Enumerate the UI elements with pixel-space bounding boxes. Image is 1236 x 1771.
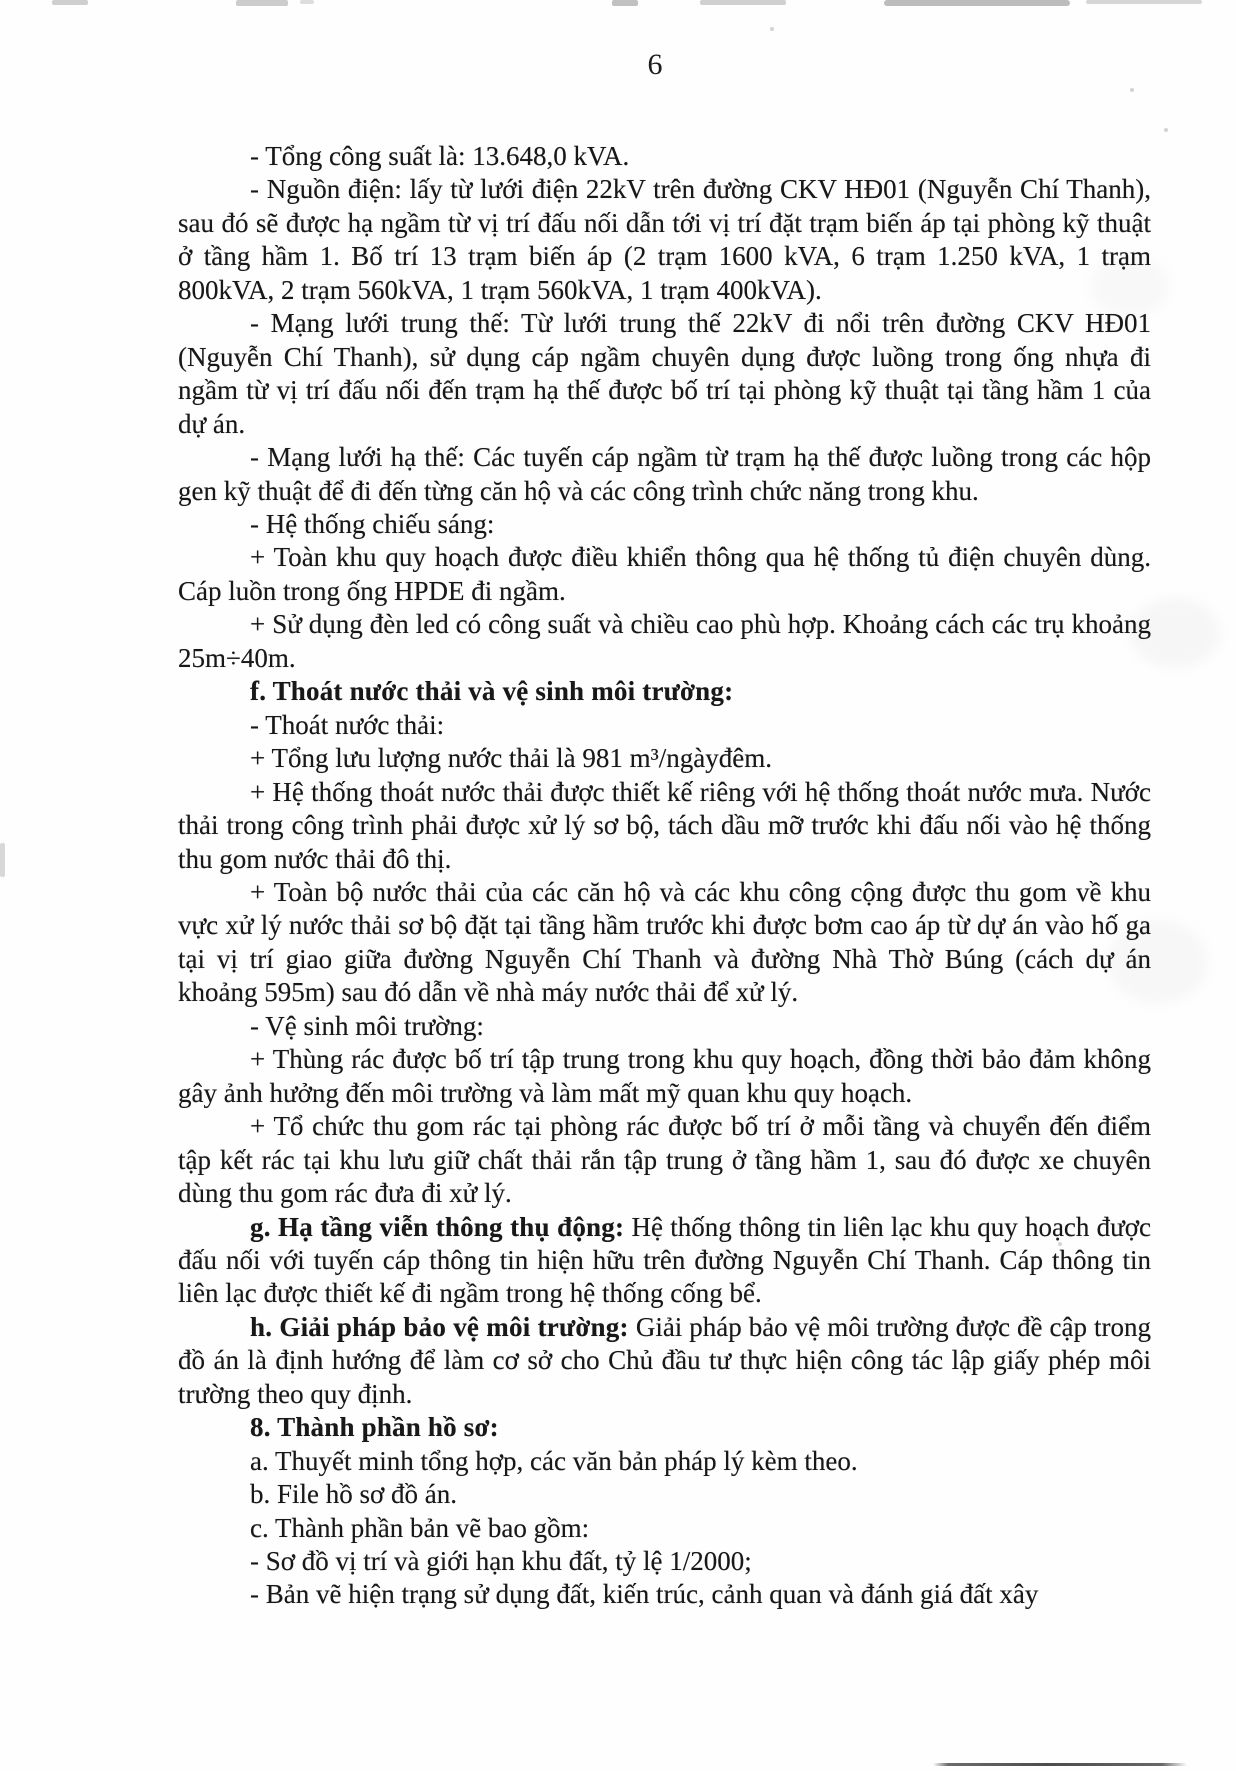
paragraph-text: - Thoát nước thải: — [250, 709, 445, 740]
paragraph-text: a. Thuyết minh tổng hợp, các văn bản pháp lý kèm theo. — [250, 1445, 858, 1476]
paragraph-lead: f. Thoát nước thải và vệ sinh môi trường: — [250, 676, 734, 707]
document-body — [178, 140, 1151, 1612]
paragraph — [178, 508, 1151, 541]
paragraph — [178, 1445, 1151, 1478]
scan-line-artifact — [933, 1763, 1187, 1766]
paragraph — [178, 876, 1151, 1010]
paragraph — [178, 541, 1151, 608]
paragraph-text: + Tổng lưu lượng nước thải là 981 m³/ngàyđêm. — [250, 743, 772, 774]
scan-smudge-artifact — [300, 0, 314, 4]
paragraph — [178, 1110, 1151, 1210]
paragraph — [178, 1010, 1151, 1043]
paragraph — [178, 1411, 1151, 1444]
paragraph-text: - Hệ thống chiếu sáng: — [250, 508, 495, 539]
paragraph — [178, 709, 1151, 742]
paragraph — [178, 1578, 1151, 1611]
paragraph-text: - Tổng công suất là: 13.648,0 kVA. — [250, 141, 630, 171]
paragraph-text: - Mạng lưới hạ thế: Các tuyến cáp ngầm từ trạm hạ thế được luồng trong các hộp gen kỹ thuật để đi đến từng căn hộ và các công trình chức năng trong khu. — [178, 442, 1151, 506]
paragraph — [178, 675, 1151, 708]
paragraph-text: b. File hồ sơ đồ án. — [250, 1479, 458, 1510]
paragraph-lead: h. Giải pháp bảo vệ môi trường: — [250, 1311, 636, 1342]
scan-speck-artifact — [1164, 128, 1168, 132]
paragraph — [178, 1545, 1151, 1578]
paragraph — [178, 1478, 1151, 1511]
paragraph — [178, 1512, 1151, 1545]
paragraph-text: c. Thành phần bản vẽ bao gồm: — [250, 1512, 590, 1543]
scan-smudge-artifact — [52, 0, 88, 5]
scan-edge-artifact — [0, 843, 5, 877]
paragraph-lead: g. Hạ tầng viễn thông thụ động: — [250, 1211, 632, 1242]
paragraph — [178, 307, 1151, 441]
paragraph-text: Hệ thống thông tin liên lạc khu quy hoạch được đấu nối với tuyến cáp thông tin hiện hữu trên đường Nguyễn Chí Thanh. Cáp thông tin liên lạc được thiết kế đi ngầm trong hệ thống cống bể. — [178, 1211, 1151, 1309]
paragraph-text: Giải pháp bảo vệ môi trường được đề cập trong đồ án là định hướng để làm cơ sở cho Chủ đầu tư thực hiện công tác lập giấy phép môi trường theo quy định. — [178, 1311, 1151, 1409]
paragraph — [178, 140, 1151, 173]
paragraph — [178, 1311, 1151, 1411]
paragraph — [178, 742, 1151, 775]
paragraph-text: + Toàn bộ nước thải của các căn hộ và các khu công cộng được thu gom về khu vực xử lý nước thải sơ bộ đặt tại tầng hầm trước khi được bơm cao áp từ dự án vào hố ga tại vị trí giao giữa đường Nguyễn Chí Thanh và đường Nhà Thờ Búng (cách dự án khoảng 595m) sau đó dẫn về nhà máy nước thải để xử lý. — [178, 876, 1151, 1008]
scan-smudge-artifact — [236, 0, 288, 6]
scan-smudge-artifact — [1086, 0, 1202, 4]
paragraph-text: - Mạng lưới trung thế: Từ lưới trung thế 22kV đi nổi trên đường CKV HĐ01 (Nguyễn Chí Thanh), sử dụng cáp ngầm chuyên dụng được luồng trong ống nhựa đi ngầm từ vị trí đấu nối đến trạm hạ thế được bố trí tại phòng kỹ thuật tại tầng hầm 1 của dự án. — [178, 308, 1151, 439]
scan-speck-artifact — [1130, 88, 1134, 92]
paragraph-text: + Hệ thống thoát nước thải được thiết kế riêng với hệ thống thoát nước mưa. Nước thải trong công trình phải được xử lý sơ bộ, tách dầu mỡ trước khi đấu nối vào hệ thống thu gom nước thải đô thị. — [178, 776, 1151, 874]
paragraph-text: - Sơ đồ vị trí và giới hạn khu đất, tỷ lệ 1/2000; — [250, 1546, 752, 1577]
scan-smudge-artifact — [700, 0, 786, 5]
paragraph — [178, 441, 1151, 508]
scan-speck-artifact — [770, 27, 774, 31]
paragraph-text: + Tổ chức thu gom rác tại phòng rác được bố trí ở mỗi tầng và chuyển đến điểm tập kết rác tại khu lưu giữ chất thải rắn tập trung ở tầng hầm 1, sau đó được xe chuyên dùng thu gom rác đưa đi xử lý. — [178, 1111, 1151, 1209]
paragraph-text: - Bản vẽ hiện trạng sử dụng đất, kiến trúc, cảnh quan và đánh giá đất xây — [250, 1579, 1039, 1610]
paragraph-text: + Thùng rác được bố trí tập trung trong khu quy hoạch, đồng thời bảo đảm không gây ảnh hưởng đến môi trường và làm mất mỹ quan khu quy hoạch. — [178, 1044, 1151, 1108]
paragraph-text: + Sử dụng đèn led có công suất và chiều cao phù hợp. Khoảng cách các trụ khoảng 25m÷40m. — [178, 609, 1151, 673]
paragraph — [178, 1211, 1151, 1311]
scan-smudge-artifact — [884, 0, 1070, 6]
paragraph — [178, 608, 1151, 675]
scan-smudge-artifact — [612, 0, 638, 6]
paragraph-lead: 8. Thành phần hồ sơ: — [250, 1412, 499, 1443]
paragraph — [178, 776, 1151, 876]
page-number: 6 — [647, 48, 663, 81]
paragraph-text: - Vệ sinh môi trường: — [250, 1010, 484, 1041]
paragraph — [178, 1043, 1151, 1110]
paragraph-text: - Nguồn điện: lấy từ lưới điện 22kV trên đường CKV HĐ01 (Nguyễn Chí Thanh), sau đó sẽ được hạ ngầm từ vị trí đấu nối dẫn tới vị trí đặt trạm biến áp tại phòng kỹ thuật ở tầng hầm 1. Bố trí 13 trạm biến áp (2 trạm 1600 kVA, 6 trạm 1.250 kVA, 1 trạm 800kVA, 2 trạm 560kVA, 1 trạm 560kVA, 1 trạm 400kVA). — [178, 174, 1151, 305]
paragraph-text: + Toàn khu quy hoạch được điều khiển thông qua hệ thống tủ điện chuyên dùng. Cáp luồn trong ống HPDE đi ngầm. — [178, 542, 1151, 606]
paragraph — [178, 173, 1151, 307]
